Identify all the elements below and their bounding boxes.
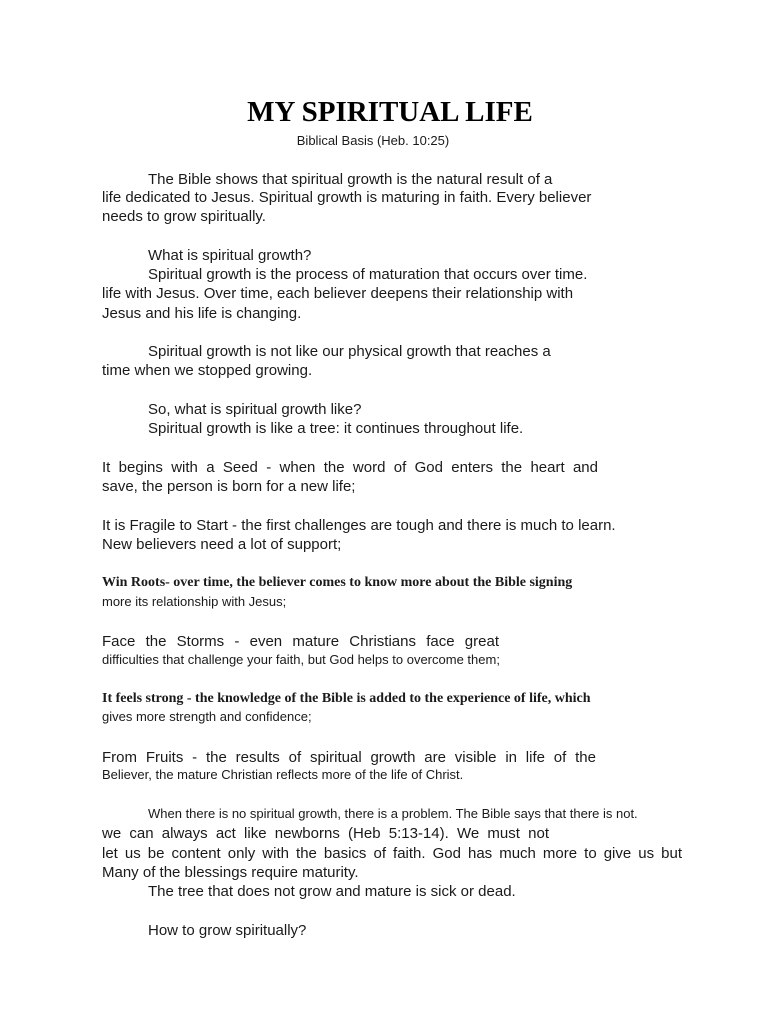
paragraph-line: Jesus and his life is changing.: [102, 305, 302, 322]
paragraph-line: How to grow spiritually?: [148, 922, 307, 939]
paragraph-line: Spiritual growth is the process of maturation that occurs over time.: [148, 266, 588, 283]
paragraph-line: Spiritual growth is like a tree: it continues throughout life.: [148, 420, 524, 437]
paragraph-line: needs to grow spiritually.: [102, 208, 266, 225]
paragraph-line: save, the person is born for a new life;: [102, 478, 356, 495]
paragraph-line: gives more strength and confidence;: [102, 709, 312, 724]
paragraph-line: It begins with a Seed - when the word of God enters the heart and: [102, 459, 598, 476]
paragraph-line: life dedicated to Jesus. Spiritual growth is maturing in faith. Every believer: [102, 189, 592, 206]
paragraph-line: Face the Storms - even mature Christians face great: [102, 633, 499, 650]
paragraph-line: It is Fragile to Start - the first challenges are tough and there is much to learn.: [102, 517, 616, 534]
paragraph-line: It feels strong - the knowledge of the Bible is added to the experience of life, which: [102, 691, 591, 706]
paragraph-line: When there is no spiritual growth, there is a problem. The Bible says that there is not.: [148, 806, 638, 821]
paragraph-line: So, what is spiritual growth like?: [148, 401, 362, 418]
paragraph-line: New believers need a lot of support;: [102, 536, 342, 553]
paragraph-line: time when we stopped growing.: [102, 362, 313, 379]
paragraph-line: Spiritual growth is not like our physical growth that reaches a: [148, 343, 551, 360]
paragraph-line: From Fruits - the results of spiritual growth are visible in life of the: [102, 749, 596, 766]
page-subtitle: Biblical Basis (Heb. 10:25): [296, 133, 450, 148]
paragraph-line: Believer, the mature Christian reflects more of the life of Christ.: [102, 767, 464, 782]
page-title: MY SPIRITUAL LIFE: [247, 96, 533, 128]
paragraph-line: we can always act like newborns (Heb 5:13-14). We must not: [102, 825, 549, 842]
paragraph-line: life with Jesus. Over time, each believer deepens their relationship with: [102, 285, 574, 302]
paragraph-line: The Bible shows that spiritual growth is the natural result of a: [148, 171, 553, 188]
paragraph-line: Win Roots- over time, the believer comes to know more about the Bible signing: [102, 575, 573, 590]
paragraph-line: Many of the blessings require maturity.: [102, 864, 359, 881]
paragraph-line: difficulties that challenge your faith, but God helps to overcome them;: [102, 652, 500, 667]
paragraph-line: The tree that does not grow and mature is sick or dead.: [148, 883, 516, 900]
paragraph-line: What is spiritual growth?: [148, 247, 312, 264]
paragraph-line: let us be content only with the basics of faith. God has much more to give us but: [102, 845, 682, 862]
paragraph-line: more its relationship with Jesus;: [102, 594, 287, 609]
